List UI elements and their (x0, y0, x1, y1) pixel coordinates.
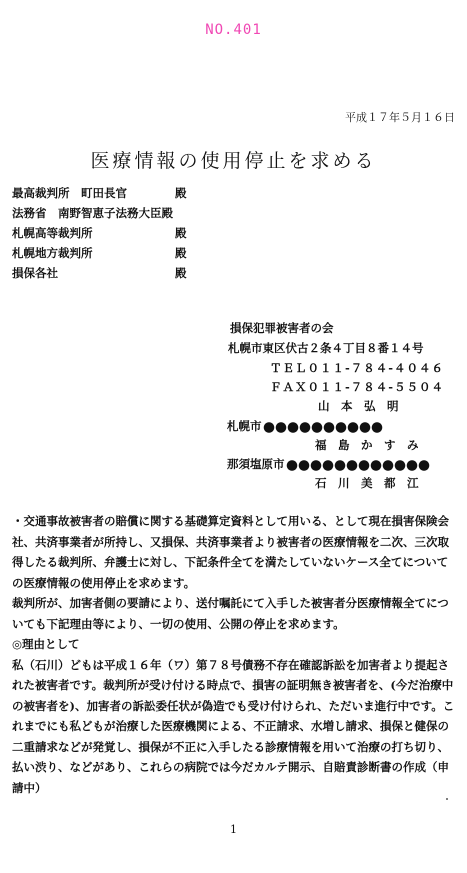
body-paragraph-3: 私（石川）どもは平成１６年（ワ）第７８号債務不存在確認訴訟を加害者より提起された被害者です。裁判所が受け付ける時点で、損害の証明無き被害者を、(今だ治療中の被害者を)、加害者の訴訟委任状が偽造でも受け付けられ、ただいま進行中です。これまでにも私どもが治療した医療機関による、不正請求、水増し請求、損保と健保の二重請求などが発覚し、損保が不正に入手したる診療情報を用いて治療の打ち切り、払い渋り、などがあり、これらの病院では今だカルテ開示、自賠責診断書の作成（申請中） (12, 657, 455, 795)
sender-city-label: 那須塩原市 (227, 457, 285, 471)
addressee-name: 損保各社 (12, 266, 58, 280)
sender-name-2: 福 島 か す み (315, 438, 419, 452)
document-date: 平成１７年５月１６日 (345, 111, 455, 124)
stray-mark (446, 798, 448, 800)
addressee-honorific: 殿 (175, 226, 187, 240)
body-text (12, 511, 458, 798)
addressee-name: 札幌高等裁判所 (12, 226, 93, 240)
sender-name-1: 山 本 弘 明 (318, 399, 399, 413)
addressee-honorific: 殿 (175, 186, 187, 200)
document-title: 医療情報の使用停止を求める (90, 150, 377, 172)
body-paragraph-2: 裁判所が、加害者側の要請により、送付嘱託にて入手した被害者分医療情報全てについても下記理由等により、一切の使用、公開の停止を求めます。 (12, 596, 449, 631)
sender-org: 損保犯罪被害者の会 (230, 321, 334, 335)
addressee-name: 最高裁判所 町田長官 (12, 186, 127, 200)
addressee-line (12, 205, 173, 221)
redacted-address (263, 421, 383, 434)
sender-name-3: 石 川 美 都 江 (315, 476, 419, 490)
addressee-honorific: 殿 (175, 266, 187, 280)
sender-tel: ＴＥＬ０１１-７８４-４０４６ (270, 361, 445, 375)
addressee-name: 法務省 南野智恵子法務大臣殿 (12, 206, 173, 220)
sender-city-3 (227, 456, 430, 472)
addressee-line (12, 265, 187, 281)
addressee-name: 札幌地方裁判所 (12, 246, 93, 260)
addressee-line (12, 225, 187, 241)
sender-city-2 (227, 418, 383, 434)
sender-address: 札幌市東区伏古２条４丁目８番１４号 (228, 341, 424, 355)
redacted-address (286, 459, 430, 472)
document-number: NO.401 (205, 22, 262, 38)
sender-fax: ＦＡＸ０１１-７８４-５５０４ (270, 380, 445, 394)
reason-heading: ◎理由として (12, 637, 80, 651)
addressee-line (12, 245, 187, 261)
page-number: 1 (230, 823, 237, 836)
body-paragraph-1: ・交通事故被害者の賠償に関する基礎算定資料として用いる、として現在損害保険会社、共済事業者が所持し、又損保、共済事業者より被害者の医療情報を二次、三次取得したる裁判所、弁護士に対し、下記条件全てを満たしていないケース全てについての医療情報の使用停止を求めます。 (12, 514, 449, 590)
addressee-honorific: 殿 (175, 246, 187, 260)
sender-city-label: 札幌市 (227, 419, 262, 433)
addressee-line (12, 185, 187, 201)
